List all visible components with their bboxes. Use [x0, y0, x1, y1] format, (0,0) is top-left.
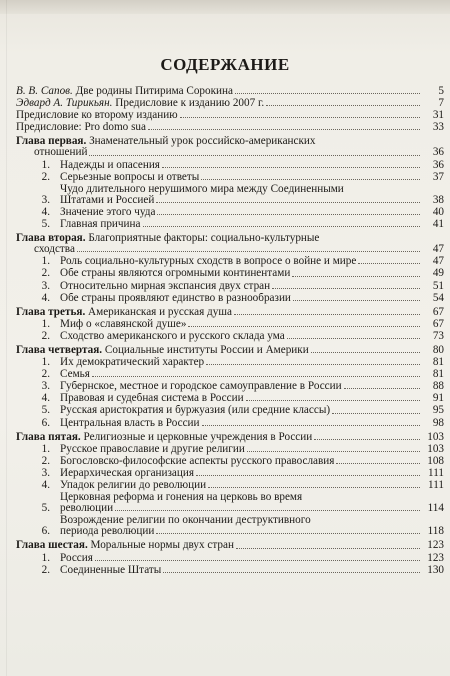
section-number: 1.	[41, 255, 50, 268]
leader-dots	[332, 413, 420, 414]
page-number: 41	[432, 218, 444, 231]
toc-chapter	[16, 432, 446, 443]
page-number: 7	[438, 97, 444, 110]
leader-dots	[358, 263, 420, 264]
leader-dots	[89, 155, 420, 156]
entry-text: Обе страны проявляют единство в разнообразии	[60, 292, 291, 304]
section-number: 1.	[41, 442, 50, 455]
page-number: 111	[428, 479, 444, 491]
section-number: 1.	[41, 317, 50, 330]
section-number: 1.	[41, 158, 50, 171]
section-number: 3.	[41, 193, 50, 206]
leader-dots	[314, 439, 420, 440]
leader-dots	[208, 487, 420, 488]
page-number: 37	[432, 170, 444, 183]
page-edge	[6, 0, 7, 676]
toc-section	[16, 319, 446, 330]
section-number: 5.	[41, 502, 50, 515]
page-number: 130	[427, 563, 444, 576]
page-number: 67	[432, 305, 444, 318]
entry-text: Моральные нормы двух стран	[90, 540, 234, 552]
toc-section	[16, 468, 446, 479]
page-number: 67	[432, 317, 444, 330]
entry-text: Надежды и опасения	[60, 159, 160, 171]
leader-dots	[246, 400, 420, 401]
page-number: 36	[432, 146, 444, 159]
leader-dots	[180, 117, 420, 118]
toc-section	[16, 331, 446, 342]
chapter-label: Глава третья.	[16, 306, 86, 318]
toc-section	[16, 381, 446, 392]
section-number: 2.	[41, 170, 50, 183]
section-number: 1.	[41, 551, 50, 564]
entry-text: Американская и русская душа	[88, 306, 232, 318]
toc-chapter	[16, 540, 446, 551]
entry-text: Главная причина	[60, 219, 141, 231]
chapter-label: Глава первая.	[16, 136, 87, 148]
page-number: 47	[432, 243, 444, 256]
toc-section	[16, 172, 446, 183]
page-number: 123	[427, 539, 444, 552]
leader-dots	[293, 300, 420, 301]
page-number: 38	[432, 193, 444, 206]
page-number: 80	[432, 343, 444, 356]
entry-text: отношений	[34, 147, 88, 159]
leader-dots	[235, 93, 420, 94]
entry-text: Значение этого чуда	[60, 206, 156, 218]
entry-text: Русская аристократия и буржуазия (или средние классы)	[60, 405, 331, 417]
leader-dots	[156, 202, 420, 203]
section-number: 6.	[41, 416, 50, 429]
section-number: 2.	[41, 368, 50, 381]
entry-text: Относительно мирная экспансия двух стран	[60, 280, 271, 292]
section-number: 3.	[41, 466, 50, 479]
leader-dots	[292, 276, 420, 277]
leader-dots	[188, 326, 420, 327]
entry-text: Церковная реформа и гонения на церковь во время	[60, 492, 303, 504]
page-title: СОДЕРЖАНИЕ	[160, 55, 290, 74]
leader-dots	[336, 463, 420, 464]
entry-text: Возрождение религии по окончании деструктивного	[60, 515, 311, 527]
toc-section	[16, 480, 446, 491]
entry-text: Предисловие ко второму изданию	[16, 110, 178, 122]
section-number: 6.	[41, 525, 50, 538]
page-number: 73	[432, 329, 444, 342]
entry-text: Религиозные и церковные учреждения в России	[83, 431, 313, 443]
page-number: 31	[432, 109, 444, 122]
entry-text: Иерархическая организация	[60, 467, 195, 479]
page-number: 54	[432, 291, 444, 304]
page-number: 88	[432, 380, 444, 393]
leader-dots	[247, 451, 420, 452]
entry-text: Богословско-философские аспекты русского православия	[60, 455, 335, 467]
toc-entry	[16, 86, 446, 97]
section-number: 4.	[41, 205, 50, 218]
entry-text: Соединенные Штаты	[60, 564, 162, 576]
leader-dots	[202, 425, 420, 426]
page-number: 33	[432, 121, 444, 134]
toc-section	[16, 393, 446, 404]
entry-text: Социальные институты России и Америки	[104, 344, 309, 356]
leader-dots	[287, 338, 420, 339]
entry-text: Знаменательный урок российско-американских	[89, 136, 316, 148]
entry-text: Губернское, местное и городское самоуправление в России	[60, 381, 342, 393]
toc-chapter	[16, 345, 446, 356]
table-of-contents	[16, 86, 446, 576]
toc-chapter	[16, 136, 446, 158]
leader-dots	[196, 475, 420, 476]
page-number: 36	[432, 158, 444, 171]
page-number: 47	[432, 255, 444, 268]
toc-section	[16, 444, 446, 455]
leader-dots	[92, 376, 420, 377]
toc-section	[16, 553, 446, 564]
page-number: 98	[432, 416, 444, 429]
toc-section	[16, 418, 446, 429]
toc-section	[16, 515, 446, 537]
leader-dots	[157, 214, 420, 215]
section-number: 4.	[41, 479, 50, 491]
toc-section	[16, 268, 446, 279]
page-number: 5	[438, 85, 444, 97]
leader-dots	[234, 314, 420, 315]
entry-text: Россия	[60, 552, 93, 564]
entry-text: Центральная власть в России	[60, 417, 200, 429]
leader-dots	[115, 510, 420, 511]
entry-text: Правовая и судебная система в России	[60, 393, 244, 405]
page-number: 123	[427, 551, 444, 564]
section-number: 2.	[41, 454, 50, 467]
page-number: 95	[432, 404, 444, 417]
toc-section	[16, 184, 446, 206]
leader-dots	[311, 352, 420, 353]
section-number: 2.	[41, 329, 50, 342]
entry-text: Две родины Питирима Сорокина	[72, 86, 233, 97]
leader-dots	[163, 572, 420, 573]
page-number: 81	[432, 368, 444, 381]
toc-section	[16, 207, 446, 218]
toc-section	[16, 281, 446, 292]
entry-text: Обе страны являются огромными континентами	[60, 268, 291, 280]
toc-section	[16, 405, 446, 416]
toc-section	[16, 456, 446, 467]
leader-dots	[206, 364, 420, 365]
toc-section	[16, 492, 446, 514]
entry-text: Русское православие и другие религии	[60, 443, 245, 455]
toc-section	[16, 369, 446, 380]
page-number: 103	[427, 442, 444, 455]
entry-text: периода революции	[60, 526, 155, 538]
entry-author: Эдвард А. Тирикьян.	[16, 98, 113, 110]
toc-section	[16, 293, 446, 304]
toc-entry	[16, 98, 446, 109]
leader-dots	[162, 167, 420, 168]
chapter-label: Глава четвертая.	[16, 344, 103, 356]
leader-dots	[201, 179, 420, 180]
leader-dots	[272, 288, 420, 289]
toc-entry	[16, 122, 446, 133]
entry-text: революции	[60, 503, 114, 515]
leader-dots	[148, 129, 420, 130]
toc-chapter	[16, 307, 446, 318]
chapter-label: Глава шестая.	[16, 540, 88, 552]
section-number: 2.	[41, 267, 50, 280]
page-number: 111	[428, 466, 444, 479]
section-number: 3.	[41, 380, 50, 393]
entry-text: Сходство американского и русского склада ума	[60, 330, 285, 342]
page-number: 91	[432, 392, 444, 405]
entry-text: Роль социально-культурных сходств в вопросе о войне и мире	[60, 256, 357, 268]
leader-dots	[344, 388, 420, 389]
section-number: 3.	[41, 279, 50, 292]
leader-dots	[77, 251, 420, 252]
entry-text: Их демократический характер	[60, 357, 205, 369]
toc-chapter	[16, 233, 446, 255]
entry-text: Упадок религии до революции	[60, 480, 207, 491]
entry-text: Семья	[60, 369, 90, 381]
page-number: 103	[427, 430, 444, 443]
entry-text: Чудо длительного нерушимого мира между Соединенными	[60, 183, 344, 195]
section-number: 5.	[41, 218, 50, 231]
leader-dots	[266, 105, 420, 106]
leader-dots	[236, 548, 420, 549]
entry-text: сходства	[34, 244, 75, 256]
entry-text: Серьезные вопросы и ответы	[60, 171, 200, 183]
toc-section	[16, 256, 446, 267]
page-number: 108	[427, 454, 444, 467]
leader-dots	[95, 560, 420, 561]
chapter-label: Глава пятая.	[16, 431, 81, 443]
chapter-label: Глава вторая.	[16, 233, 86, 245]
section-number: 4.	[41, 291, 50, 304]
entry-text: Миф о «славянской душе»	[60, 318, 187, 330]
page-number: 40	[432, 205, 444, 218]
page-number: 114	[427, 502, 444, 515]
entry-text: Благоприятные факторы: социально-культурные	[88, 233, 320, 245]
toc-entry	[16, 110, 446, 121]
running-head	[0, 0, 450, 14]
toc-section	[16, 565, 446, 576]
section-number: 4.	[41, 392, 50, 405]
leader-dots	[156, 533, 420, 534]
leader-dots	[143, 226, 421, 227]
entry-text: Предисловие: Pro domo sua	[16, 122, 146, 134]
toc-section	[16, 160, 446, 171]
page-number: 81	[432, 356, 444, 369]
toc-section	[16, 357, 446, 368]
section-number: 1.	[41, 356, 50, 369]
toc-section	[16, 219, 446, 230]
section-number: 5.	[41, 404, 50, 417]
entry-text: Штатами и Россией	[60, 194, 155, 206]
entry-text: Предисловие к изданию 2007 г.	[112, 98, 265, 110]
section-number: 2.	[41, 563, 50, 576]
page-number: 49	[432, 267, 444, 280]
entry-author: В. В. Сапов.	[16, 86, 73, 97]
page-number: 118	[427, 525, 444, 538]
page-number: 51	[432, 279, 444, 292]
